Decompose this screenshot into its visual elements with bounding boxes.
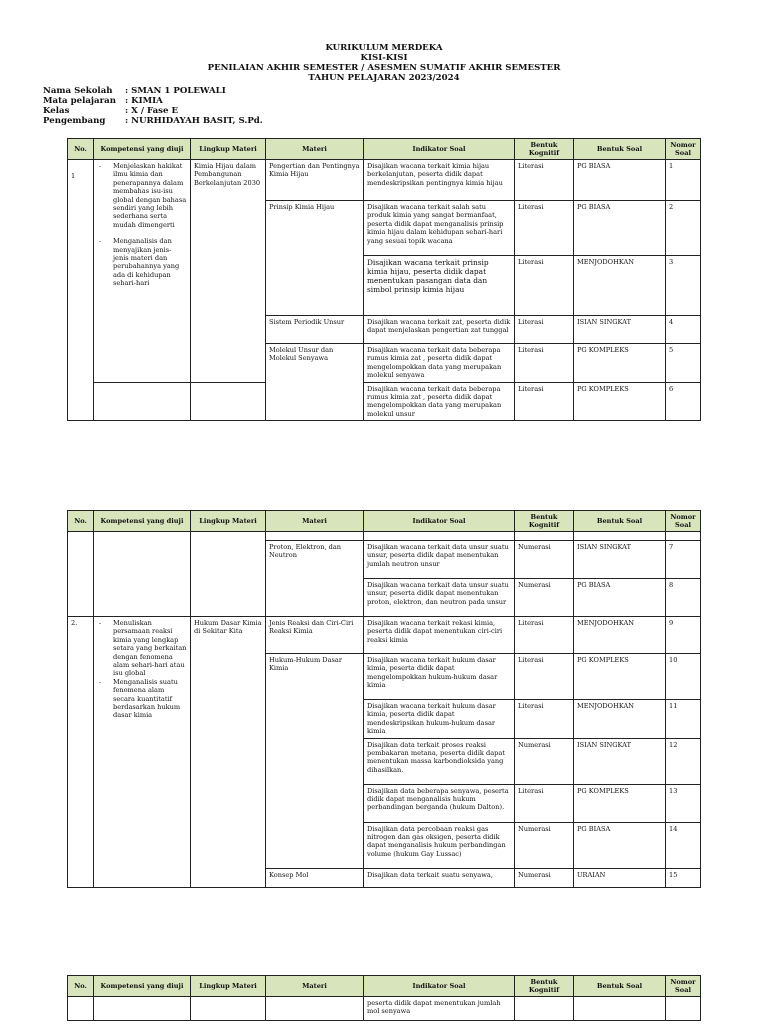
nomor-cell: 13 (666, 784, 701, 822)
kognitif-cell: Literasi (515, 316, 574, 344)
bentuk-cell: ISIAN SINGKAT (574, 541, 666, 579)
bentuk-cell: ISIAN SINGKAT (574, 738, 666, 784)
nomor-cell: 7 (666, 541, 701, 579)
col-header-bentuk: Bentuk Soal (574, 511, 666, 532)
kompetensi-list (97, 162, 187, 288)
nomor-cell-empty (666, 997, 701, 1021)
info-row (43, 106, 263, 116)
info-value: : KIMIA (125, 96, 163, 106)
kompetensi-text: Menuliskan persamaan reaksi kimia yang lengkap setara yang berkaitan dengan fenomena alam sehari-hari atau isu global (113, 619, 187, 678)
materi-cell: Hukum-Hukum Dasar Kimia (266, 654, 364, 869)
indikator-cell: Disajikan wacana terkait prinsip kimia hijau, peserta didik dapat menentukan pasangan data dan simbol prinsip kimia hijau (364, 256, 515, 316)
col-header-indikator: Indikator Soal (364, 511, 515, 532)
info-row (43, 96, 263, 106)
col-header-lingkup: Lingkup Materi (191, 976, 266, 997)
materi-cell: Proton, Elektron, dan Neutron (266, 541, 364, 617)
indikator-cell: Disajikan wacana terkait data unsur suatu unsur, peserta didik dapat menentukan jumlah neutron unsur (364, 541, 515, 579)
bentuk-cell: MENJODOHKAN (574, 700, 666, 739)
col-header-nomor: Nomor Soal (666, 511, 701, 532)
indikator-cell: Disajikan data terkait suatu senyawa, (364, 868, 515, 887)
kognitif-cell-empty (515, 997, 574, 1021)
col-header-nomor: Nomor Soal (666, 976, 701, 997)
kompetensi-item: - Menuliskan persamaan reaksi kimia yang lengkap setara yang berkaitan dengan fenomena alam sehari-hari atau isu global (99, 619, 187, 678)
nomor-cell: 10 (666, 654, 701, 700)
nomor-cell: 12 (666, 738, 701, 784)
indikator-cell: Disajikan wacana terkait data beberapa rumus kimia zat , peserta didik dapat mengelompokkan data yang merupakan molekul senyawa (364, 344, 515, 383)
bentuk-cell: URAIAN (574, 868, 666, 887)
kognitif-cell: Literasi (515, 256, 574, 316)
kognitif-cell: Literasi (515, 382, 574, 421)
table-row (68, 382, 701, 421)
indikator-cell-empty (364, 532, 515, 541)
indikator-cell: Disajikan wacana terkait data beberapa rumus kimia zat , peserta didik dapat mengelompokkan data yang merupakan molekul unsur (364, 382, 515, 421)
row-number: 2. (68, 617, 94, 888)
info-value: : SMAN 1 POLEWALI (125, 86, 226, 96)
indikator-cell: Disajikan wacana terkait rekasi kimia, peserta didik dapat menentukan ciri-ciri reaksi kimia (364, 617, 515, 654)
info-key: Mata pelajaran (43, 96, 116, 106)
lingkup-cell-empty (191, 997, 266, 1021)
table-row (68, 997, 701, 1021)
bentuk-cell: PG KOMPLEKS (574, 382, 666, 421)
nomor-cell-empty (666, 532, 701, 541)
nomor-cell: 9 (666, 617, 701, 654)
title-kisi: KISI-KISI (360, 53, 408, 63)
materi-cell-empty (266, 532, 364, 541)
title-curriculum: KURIKULUM MERDEKA (325, 43, 443, 53)
indikator-cell: Disajikan data beberapa senyawa, peserta didik dapat menganalisis hukum perbandingan berganda (hukum Dalton). (364, 784, 515, 822)
indikator-cell: Disajikan wacana terkait zat, peserta didik dapat menjelaskan pengertian zat tunggal (364, 316, 515, 344)
nomor-cell: 15 (666, 868, 701, 887)
kognitif-cell: Literasi (515, 784, 574, 822)
bentuk-cell: PG BIASA (574, 160, 666, 201)
col-header-materi: Materi (266, 976, 364, 997)
kognitif-cell: Numerasi (515, 579, 574, 617)
kompetensi-item: - Menjelaskan hakikat ilmu kimia dan penerapannya dalam membahas isu-isu global dengan bahasa sendiri yang lebih sederhana serta mudah dimengerti (99, 162, 187, 229)
kompetensi-text: Menganalisis dan menyajikan jenis-jenis materi dan perubahannya yang ada di kehidupan sehari-hari (113, 237, 180, 288)
nomor-cell: 11 (666, 700, 701, 739)
kompetensi-cell (94, 617, 191, 888)
materi-cell: Sistem Periodik Unsur (266, 316, 364, 344)
nomor-cell: 2 (666, 201, 701, 256)
kognitif-cell: Numerasi (515, 541, 574, 579)
lingkup-cell: Hukum Dasar Kimia di Sekitar Kita (191, 617, 266, 888)
nomor-cell: 8 (666, 579, 701, 617)
kognitif-cell: Literasi (515, 654, 574, 700)
bentuk-cell: PG BIASA (574, 579, 666, 617)
kisi-table-page-2 (67, 510, 701, 888)
kognitif-cell: Literasi (515, 344, 574, 383)
col-header-no: No. (68, 976, 94, 997)
info-key: Kelas (43, 106, 70, 116)
row-number: 1 (68, 160, 94, 421)
kisi-table-page-1 (67, 138, 701, 421)
title-year: TAHUN PELAJARAN 2023/2024 (308, 73, 460, 83)
nomor-cell: 4 (666, 316, 701, 344)
col-header-indikator: Indikator Soal (364, 976, 515, 997)
kognitif-cell: Numerasi (515, 822, 574, 868)
lingkup-cell-empty (191, 532, 266, 617)
materi-cell: Molekul Unsur dan Molekul Senyawa (266, 344, 364, 421)
col-header-nomor: Nomor Soal (666, 139, 701, 160)
bentuk-cell: PG KOMPLEKS (574, 654, 666, 700)
kompetensi-cell (94, 160, 191, 383)
col-header-kognitif: Bentuk Kognitif (515, 976, 574, 997)
col-header-indikator: Indikator Soal (364, 139, 515, 160)
col-header-bentuk: Bentuk Soal (574, 976, 666, 997)
info-value: : X / Fase E (125, 106, 179, 116)
col-header-kompetensi: Kompetensi yang diuji (94, 976, 191, 997)
materi-cell-empty (266, 997, 364, 1021)
indikator-cell: Disajikan wacana terkait hukum dasar kimia, peserta didik dapat mendeskripsikan hukum-hukum dasar kimia (364, 700, 515, 739)
bentuk-cell: PG BIASA (574, 822, 666, 868)
materi-cell: Prinsip Kimia Hijau (266, 201, 364, 316)
bentuk-cell-empty (574, 532, 666, 541)
col-header-bentuk: Bentuk Soal (574, 139, 666, 160)
kognitif-cell: Numerasi (515, 738, 574, 784)
bentuk-cell-empty (574, 997, 666, 1021)
title-assessment: PENILAIAN AKHIR SEMESTER / ASESMEN SUMATIF AKHIR SEMESTER (207, 63, 561, 73)
kompetensi-list (97, 619, 187, 720)
materi-cell: Pengertian dan Pentingnya Kimia Hijau (266, 160, 364, 201)
col-header-kompetensi: Kompetensi yang diuji (94, 139, 191, 160)
kompetensi-item: - Menganalisis dan menyajikan jenis-jenis materi dan perubahannya yang ada di kehidupan sehari-hari (99, 237, 180, 288)
kisi-table-page-3 (67, 975, 701, 1021)
col-header-kognitif: Bentuk Kognitif (515, 511, 574, 532)
materi-cell: Konsep Mol (266, 868, 364, 887)
nomor-cell: 3 (666, 256, 701, 316)
kompetensi-text: Menjelaskan hakikat ilmu kimia dan penerapannya dalam membahas isu-isu global dengan bahasa sendiri yang lebih sederhana serta mudah dimengerti (113, 162, 187, 229)
no-cell-empty (68, 997, 94, 1021)
kompetensi-cell-empty (94, 997, 191, 1021)
nomor-cell: 6 (666, 382, 701, 421)
info-key: Nama Sekolah (43, 86, 113, 96)
info-key: Pengembang (43, 116, 106, 126)
table-row (68, 160, 701, 201)
materi-cell: Jenis Reaksi dan Ciri-Ciri Reaksi Kimia (266, 617, 364, 654)
bentuk-cell: MENJODOHKAN (574, 256, 666, 316)
info-value: : NURHIDAYAH BASIT, S.Pd. (125, 116, 263, 126)
kognitif-cell: Literasi (515, 201, 574, 256)
nomor-cell: 14 (666, 822, 701, 868)
kognitif-cell: Literasi (515, 617, 574, 654)
bentuk-cell: PG BIASA (574, 201, 666, 256)
header-row (68, 976, 701, 997)
indikator-cell: Disajikan data terkait proses reaksi pembakaran metana, peserta didik dapat menentukan massa karbondioksida yang dihasilkan. (364, 738, 515, 784)
col-header-kognitif: Bentuk Kognitif (515, 139, 574, 160)
header-row (68, 511, 701, 532)
indikator-cell: Disajikan wacana terkait data unsur suatu unsur, peserta didik dapat menentukan proton, elektron, dan neutron pada unsur (364, 579, 515, 617)
nomor-cell: 1 (666, 160, 701, 201)
school-info (43, 86, 263, 126)
lingkup-cell: Kimia Hijau dalam Pembangunan Berkelanjutan 2030 (191, 160, 266, 383)
col-header-no: No. (68, 139, 94, 160)
col-header-no: No. (68, 511, 94, 532)
bentuk-cell: PG KOMPLEKS (574, 784, 666, 822)
kompetensi-text: Menganalisis suatu fenomena alam secara kuantitatif berdasarkan hukum dasar kimia (113, 677, 181, 720)
kognitif-cell: Literasi (515, 700, 574, 739)
indikator-cell: Disajikan wacana terkait salah satu produk kimia yang sangat bermanfaat, peserta didik dapat menganalisis prinsip kimia hijau dalam kehidupan sehari-hari yang sesuai topik wacana (364, 201, 515, 256)
bentuk-cell: MENJODOHKAN (574, 617, 666, 654)
kognitif-cell-empty (515, 532, 574, 541)
indikator-cell: Disajikan wacana terkait kimia hijau berkelanjutan, peserta didik dapat mendeskripsikan pentingnya kimia hijau (364, 160, 515, 201)
kognitif-cell: Literasi (515, 160, 574, 201)
info-row (43, 116, 263, 126)
bentuk-cell: PG KOMPLEKS (574, 344, 666, 383)
col-header-kompetensi: Kompetensi yang diuji (94, 511, 191, 532)
no-cell-empty (68, 532, 94, 617)
kompetensi-cell-empty (94, 382, 191, 421)
document-title (0, 43, 768, 83)
indikator-cell: Disajikan data percobaan reaksi gas nitrogen dan gas oksigen, peserta didik dapat menganalisis hukum perbandingan volume (hukum Gay Lussac) (364, 822, 515, 868)
bentuk-cell: ISIAN SINGKAT (574, 316, 666, 344)
indikator-cell: Disajikan wacana terkait hukum dasar kimia, peserta didik dapat mengelompokkan hukum-hukum dasar kimia (364, 654, 515, 700)
col-header-materi: Materi (266, 139, 364, 160)
col-header-materi: Materi (266, 511, 364, 532)
kompetensi-item: - Menganalisis suatu fenomena alam secara kuantitatif berdasarkan hukum dasar kimia (99, 677, 181, 720)
col-header-lingkup: Lingkup Materi (191, 139, 266, 160)
table-row (68, 532, 701, 541)
table-row (68, 617, 701, 654)
indikator-cell: peserta didik dapat menentukan jumlah mol senyawa (364, 997, 515, 1021)
nomor-cell: 5 (666, 344, 701, 383)
lingkup-cell-empty (191, 382, 266, 421)
info-row (43, 86, 263, 96)
kognitif-cell: Numerasi (515, 868, 574, 887)
col-header-lingkup: Lingkup Materi (191, 511, 266, 532)
header-row (68, 139, 701, 160)
kompetensi-cell-empty (94, 532, 191, 617)
